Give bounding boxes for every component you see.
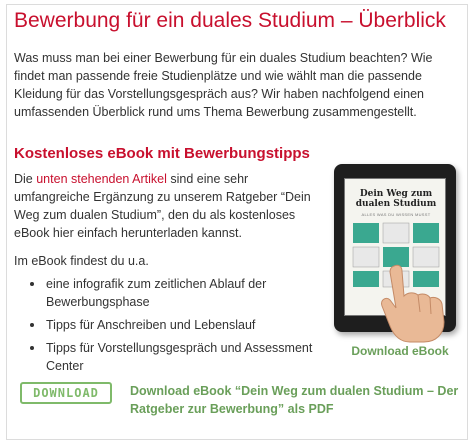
ebook-section-title: Kostenloses eBook mit Bewerbungstipps [14, 145, 310, 162]
book-cover-title: Dein Weg zum dualen Studium [355, 189, 437, 209]
pointing-hand-icon [380, 262, 460, 344]
download-button-label: DOWNLOAD [33, 386, 99, 400]
intro-paragraph: Was muss man bei einer Bewerbung für ein duales Studium beachten? Wie findet man passende freie Studienplätze und wie wählt man die passende Kleidung für das Vorstellungsgespräch aus? Wir haben nachfolgend einen umfassenden Überblick rund ums Thema Bewerbung zusammengestellt. [14, 51, 433, 119]
list-item [14, 339, 324, 375]
ebook-description [14, 170, 326, 242]
download-ebook-link[interactable]: Download eBook [351, 344, 449, 358]
list-item-text: Tipps für Vorstellungsgespräch und Assessment Center [46, 341, 313, 373]
desc-prefix: Die [14, 172, 37, 186]
bullet-icon [30, 346, 34, 350]
articles-below-link[interactable]: unten stehenden Artikel [36, 172, 167, 186]
download-button[interactable] [20, 382, 112, 404]
book-cover-subtitle: ALLES WAS DU WISSEN MUSST [361, 212, 431, 217]
bullet-icon [30, 323, 34, 327]
bullet-icon [30, 282, 34, 286]
list-item-text: eine infografik zum zeitlichen Ablauf der Bewerbungsphase [46, 277, 267, 309]
list-item [14, 316, 324, 334]
ebook-contents-lead: Im eBook findest du u.a. [14, 254, 149, 268]
ebook-contents-list [14, 275, 324, 380]
download-pdf-link[interactable]: Download eBook “Dein Weg zum dualen Studium – Der Ratgeber zur Bewerbung” als PDF [130, 384, 459, 416]
page-title: Bewerbung für ein duales Studium – Überblick [14, 9, 446, 32]
desc-suffix: sind eine sehr umfangreiche Ergänzung zu unserem Ratgeber “Dein Weg zum dualen Studium”, den du als kostenloses eBook hier einfach herunterladen kannst. [14, 172, 311, 240]
list-item [14, 275, 324, 311]
list-item-text: Tipps für Anschreiben und Lebenslauf [46, 318, 256, 332]
